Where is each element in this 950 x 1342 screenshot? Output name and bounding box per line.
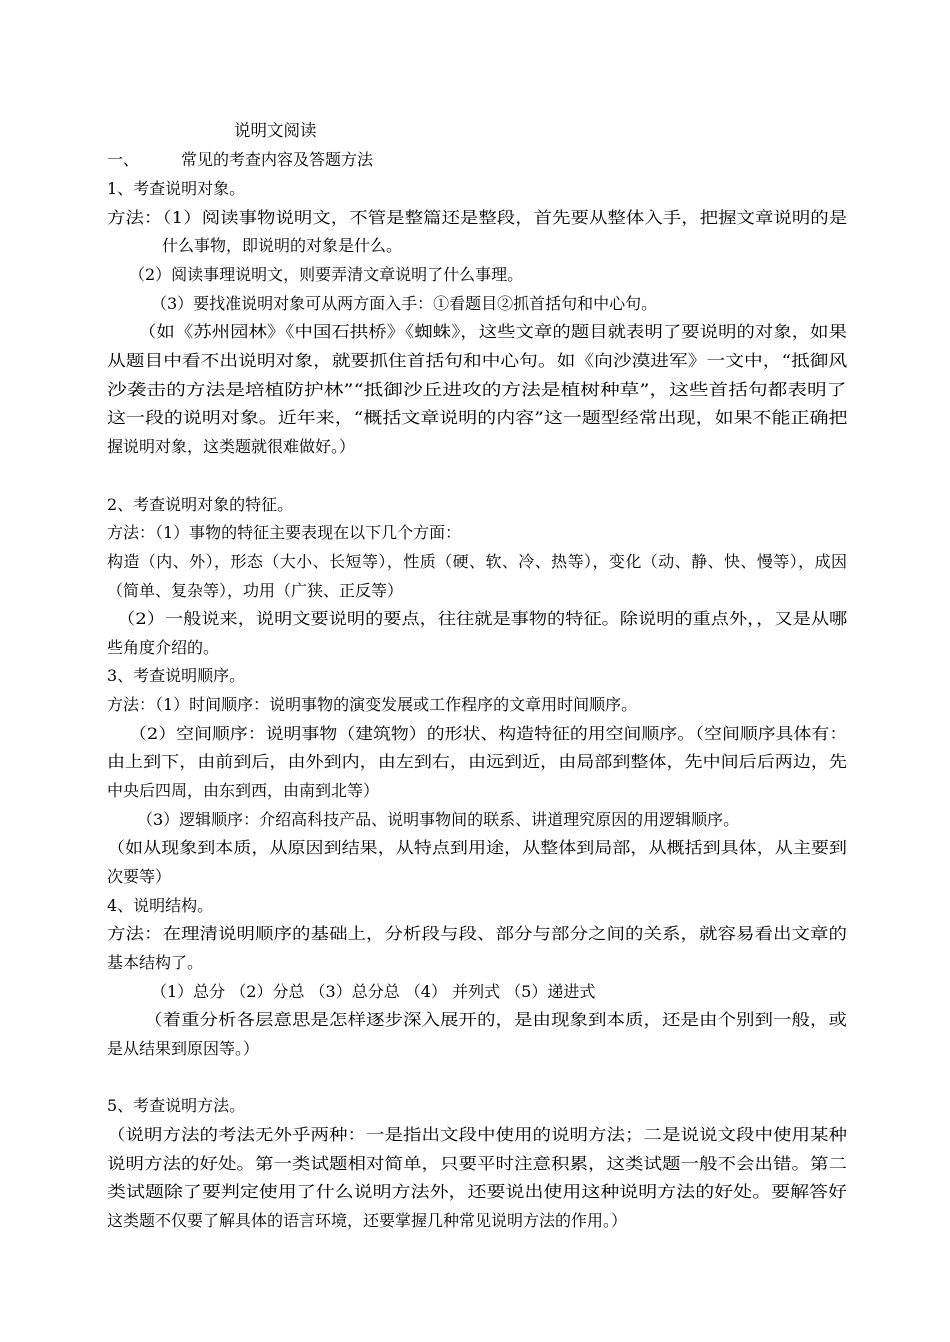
body-line: （简单、复杂等），功用（广狭、正反等） [107, 581, 404, 600]
section-one-title: 常见的考查内容及答题方法 [181, 150, 374, 169]
body-line: 5、考查说明方法。 [107, 1096, 246, 1115]
body-line: 是从结果到原因等。） [107, 1039, 260, 1058]
body-line: 这类题不仅要了解具体的语言环境，还要掌握几种常见说明方法的作用。） [107, 1211, 628, 1230]
body-line: （3）逻辑顺序：介绍高科技产品、说明事物间的联系、讲道理究原因的用逻辑顺序。 [137, 810, 740, 829]
body-line: 握说明对象，这类题就很难做好。） [107, 437, 356, 456]
body-line: 由上到下，由前到后，由外到内，由左到右，由远到近，由局部到整体，先中间后后两边，先 [107, 752, 847, 771]
body-line: 些角度介绍的。 [107, 638, 220, 657]
body-line: 次要等） [107, 867, 172, 886]
section-one-number: 一、 [107, 150, 140, 169]
body-line: 中央后四周，由东到西，由南到北等） [107, 781, 380, 800]
document-title: 说明文阅读 [234, 121, 317, 140]
body-line: （说明方法的考法无外乎两种：一是指出文段中使用的说明方法；二是说说文段中使用某种 [107, 1125, 848, 1144]
body-line: （着重分析各层意思是怎样逐步深入展开的，是由现象到本质，还是由个别到一般，或 [144, 1010, 848, 1029]
body-line: 1、考查说明对象。 [107, 179, 246, 198]
body-line: 类试题除了要判定使用了什么说明方法外，还要说出使用这种说明方法的好处。要解答好 [107, 1182, 848, 1201]
body-line: 3、考查说明顺序。 [107, 666, 246, 685]
body-line: （如从现象到本质，从原因到结果，从特点到用途，从整体到局部，从概括到具体，从主要到 [107, 838, 847, 857]
body-line: 从题目中看不出说明对象，就要抓住首括句和中心句。如《向沙漠进军》一文中，“抵御风 [107, 351, 848, 370]
body-line: 这一段的说明对象。近年来，“概括文章说明的内容”这一题型经常出现，如果不能正确把 [107, 408, 848, 427]
body-line: 4、说明结构。 [107, 896, 214, 915]
body-line: 说明方法的好处。第一类试题相对简单，只要平时注意积累，这类试题一般不会出错。第二 [107, 1154, 848, 1173]
body-line: （3）要找准说明对象可从两方面入手：①看题目②抓首括句和中心句。 [151, 294, 658, 313]
body-line: （2）一般说来，说明文要说明的要点，往往就是事物的特征。除说明的重点外，，又是从哪 [117, 609, 848, 628]
body-line: 方法：（1）时间顺序：说明事物的演变发展或工作程序的文章用时间顺序。 [107, 695, 638, 714]
body-line: （如《苏州园林》《中国石拱桥》《蜘蛛》，这些文章的题目就表明了要说明的对象，如果 [138, 322, 848, 341]
body-line: 方法：（1）阅读事物说明文，不管是整篇还是整段，首先要从整体入手，把握文章说明的是 [107, 208, 848, 227]
body-line: （2）阅读事理说明文，则要弄清文章说明了什么事理。 [129, 265, 524, 284]
body-line: （1）总分 （2）分总 （3）总分总 （4） 并列式 （5）递进式 [151, 982, 596, 1001]
body-line: 构造（内、外），形态（大小、长短等），性质（硬、软、冷、热等），变化（动、静、快、慢等），成因 [107, 552, 848, 571]
body-line: 方法：在理清说明顺序的基础上，分析段与段、部分与部分之间的关系，就容易看出文章的 [107, 924, 848, 943]
body-line: （2）空间顺序：说明事物（建筑物）的形状、构造特征的用空间顺序。（空间顺序具体有： [129, 724, 848, 743]
body-line: 基本结构了。 [107, 953, 204, 972]
body-line: 方法：（1）事物的特征主要表现在以下几个方面： [107, 523, 462, 542]
body-line: 沙袭击的方法是培植防护林”“抵御沙丘进攻的方法是植树种草”，这些首括句都表明了 [107, 380, 847, 399]
body-line: 什么事物，即说明的对象是什么。 [162, 236, 403, 255]
body-line: 2、考查说明对象的特征。 [107, 495, 294, 514]
